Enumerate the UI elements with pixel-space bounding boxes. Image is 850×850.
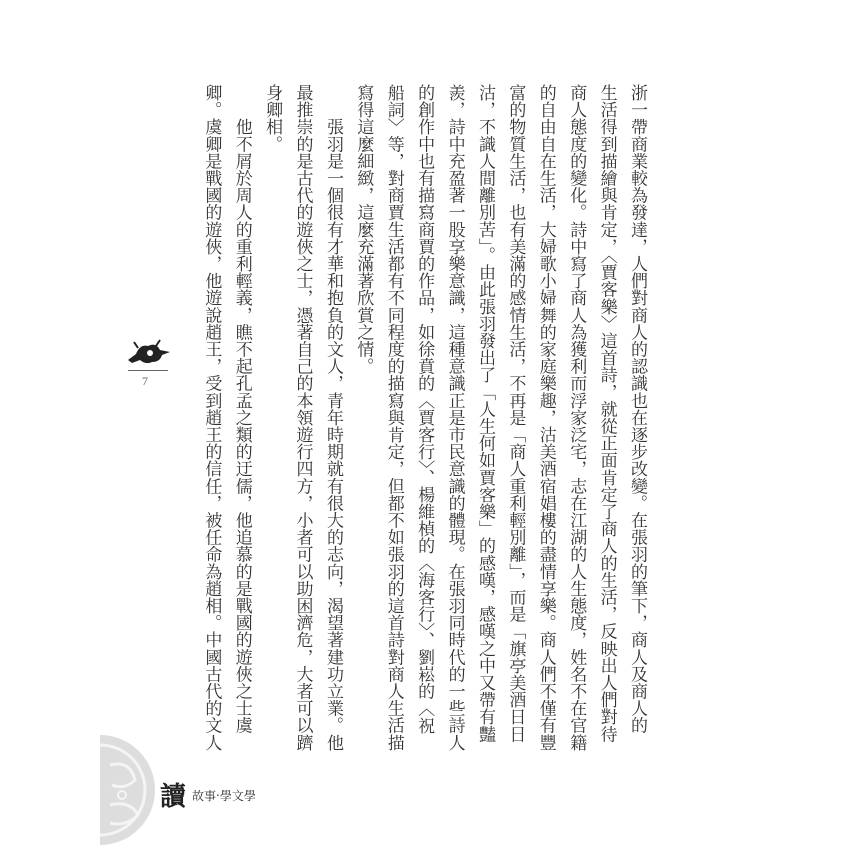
dragon-icon: [126, 338, 172, 366]
text-column: 卿。虞卿是戰國的遊俠，他遊說趙王，受到趙王的信任，被任命為趙相。中國古代的文人: [201, 84, 222, 751]
text-column: 生活得到描繪與肯定，〈賈客樂〉這首詩，就從正面肯定了商人的生活，反映出人們對待: [596, 84, 617, 743]
text-column: 他不屑於周人的重利輕義，瞧不起孔孟之類的迂儒，他追慕的是戰國的遊俠之士虞: [231, 84, 252, 734]
series-logo-char: 讀: [160, 782, 187, 812]
text-column: 浙一帶商業較為發達，人們對商人的認識也在逐步改變。在張羽的筆下，商人及商人的: [627, 84, 647, 734]
text-column: 最推崇的是古代的遊俠之士，憑著自己的本領遊行四方，小者可以助困濟危，大者可以躋: [292, 84, 313, 751]
page-number: 7: [142, 374, 148, 388]
text-column: 商人態度的變化。詩中寫了商人為獲利而浮家泛宅，志在江湖的人生態度，姓名不在官籍: [566, 84, 587, 751]
page-number-rule: [128, 370, 168, 371]
text-column: 張羽是一個很有才華和抱負的文人，青年時期就有很大的志向，渴望著建功立業。他: [322, 84, 343, 751]
text-column: 寫得這麼細緻，這麼充滿著欣賞之情。: [353, 84, 374, 375]
text-column: 羨，詩中充盈著一股享樂意識，這種意識正是市民意識的體現。在張羽同時代的一些詩人: [444, 84, 465, 751]
text-column: 富的物質生活，也有美滿的感情生活，不再是「商人重利輕別離」，而是「旗亭美酒日日: [505, 84, 526, 743]
series-subtitle: 故事‧學文學: [192, 789, 256, 803]
text-column: 沽，不識人間離別苦」。由此張羽發出了「人生何如賈客樂」的感嘆，感嘆之中又帶有豔: [474, 84, 495, 743]
text-column: 身卿相。: [262, 84, 283, 153]
body-text: [192, 84, 652, 751]
text-column: 的創作中也有描寫商賈的作品，如徐賁的〈賈客行〉、楊維楨的〈海客行〉、劉崧的〈祝: [414, 84, 435, 734]
text-column: 船詞〉等，對商賈生活都有不同程度的描寫與肯定，但都不如張羽的這首詩對商人生活描: [383, 84, 404, 751]
text-column: 的自由自在生活，大婦歌小婦舞的家庭樂趣，沽美酒宿娼樓的盡情享樂。商人們不僅有豐: [535, 84, 556, 751]
